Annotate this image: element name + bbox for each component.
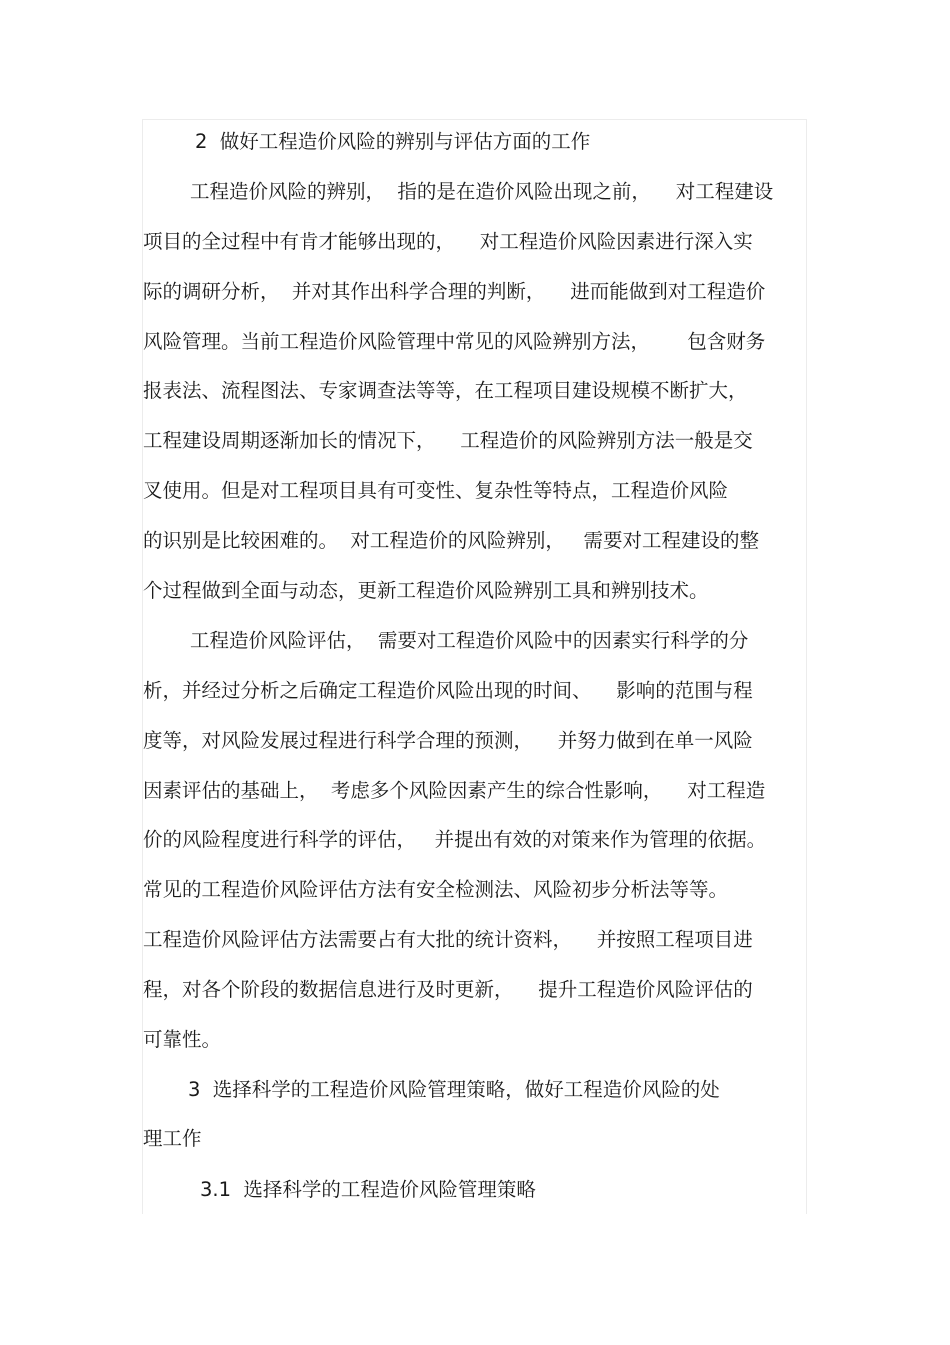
paragraph-line: 析，并经过分析之后确定工程造价风险出现的时间、 影响的范围与程	[143, 679, 753, 702]
paragraph-line: 程，对各个阶段的数据信息进行及时更新， 提升工程造价风险评估的	[143, 978, 753, 1001]
heading-section-3-1: 3.1 选择科学的工程造价风险管理策略	[200, 1178, 536, 1201]
paragraph-line: 报表法、流程图法、专家调查法等等，在工程项目建设规模不断扩大，	[143, 379, 748, 402]
heading-section-3-continued: 理工作	[143, 1127, 202, 1150]
paragraph-line: 叉使用。但是对工程项目具有可变性、复杂性等特点，工程造价风险	[143, 479, 729, 502]
paragraph-line: 个过程做到全面与动态，更新工程造价风险辨别工具和辨别技术。	[143, 579, 709, 602]
paragraph-line: 工程造价风险评估， 需要对工程造价风险中的因素实行科学的分	[190, 629, 749, 652]
paragraph-line: 项目的全过程中有肯才能够出现的， 对工程造价风险因素进行深入实	[143, 230, 753, 253]
paragraph-line: 工程建设周期逐渐加长的情况下， 工程造价的风险辨别方法一般是交	[143, 429, 753, 452]
heading-section-3: 3 选择科学的工程造价风险管理策略，做好工程造价风险的处	[188, 1078, 720, 1101]
paragraph-line: 价的风险程度进行科学的评估， 并提出有效的对策来作为管理的依据。	[143, 828, 767, 851]
paragraph-line: 常见的工程造价风险评估方法有安全检测法、风险初步分析法等等。	[143, 878, 729, 901]
paragraph-line: 度等，对风险发展过程进行科学合理的预测， 并努力做到在单一风险	[143, 729, 753, 752]
paragraph-line: 的识别是比较困难的。 对工程造价的风险辨别， 需要对工程建设的整	[143, 529, 759, 552]
paragraph-line: 际的调研分析， 并对其作出科学合理的判断， 进而能做到对工程造价	[143, 280, 766, 303]
paragraph-line: 风险管理。当前工程造价风险管理中常见的风险辨别方法， 包含财务	[143, 330, 766, 353]
heading-section-2: 2 做好工程造价风险的辨别与评估方面的工作	[195, 130, 591, 153]
paragraph-line: 因素评估的基础上， 考虑多个风险因素产生的综合性影响， 对工程造	[143, 779, 766, 802]
paragraph-line: 可靠性。	[143, 1028, 222, 1051]
paragraph-line: 工程造价风险评估方法需要占有大批的统计资料， 并按照工程项目进	[143, 928, 753, 951]
paragraph-line: 工程造价风险的辨别， 指的是在造价风险出现之前， 对工程建设	[190, 180, 774, 203]
